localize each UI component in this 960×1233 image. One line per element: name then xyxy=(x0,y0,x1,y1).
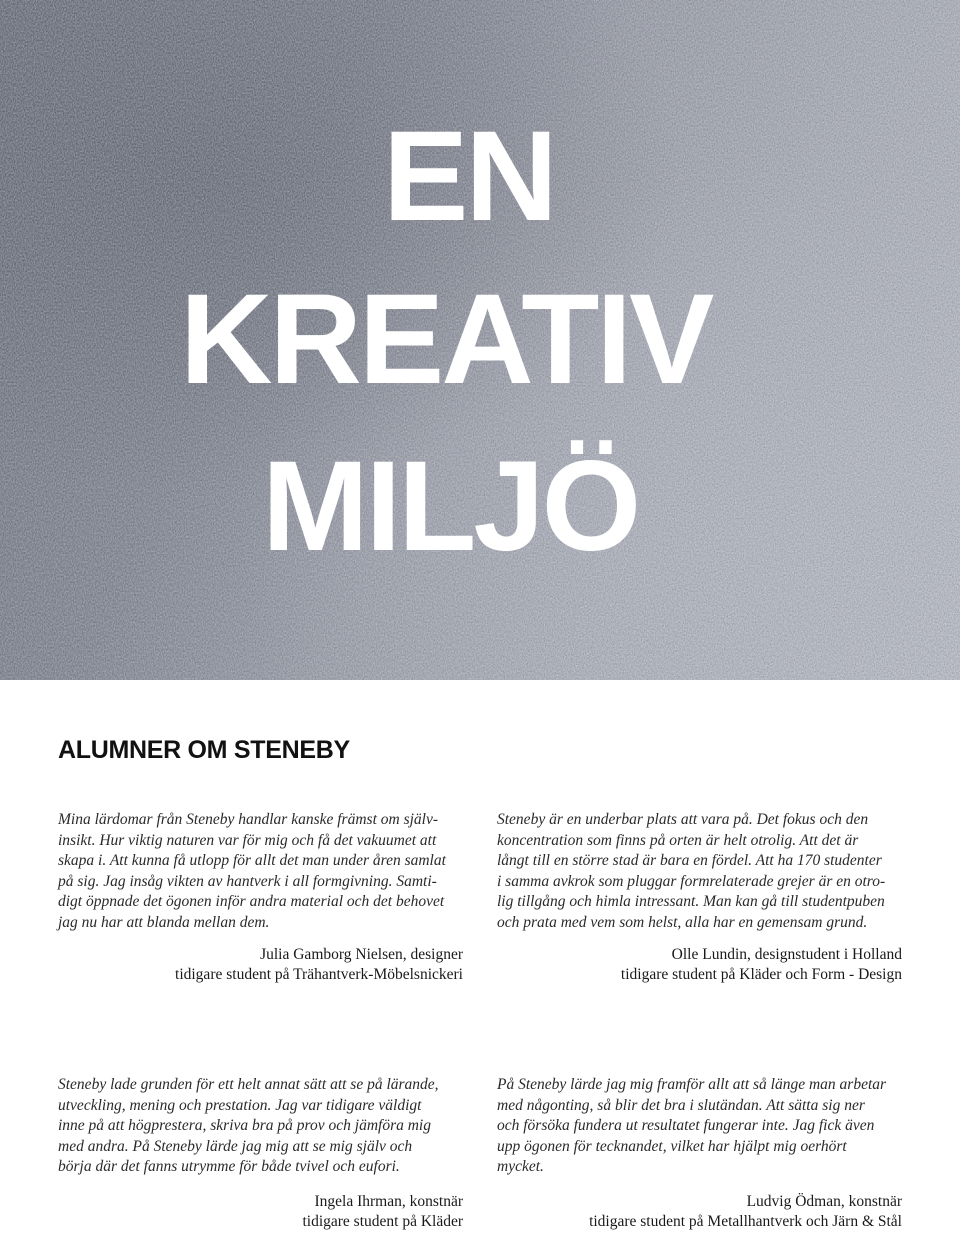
quote-line: med någonting, så blir det bra i slutändan. Att sätta sig ner xyxy=(497,1096,865,1114)
quote-line: upp ögonen för tecknandet, vilket har hjälpt mig oerhört xyxy=(497,1137,847,1155)
author-program: tidigare student på Kläder och Form - Design xyxy=(620,966,902,983)
quote-line: lig tillgång och himla intressant. Man kan gå till studentpuben xyxy=(497,893,885,910)
testimonial-quote xyxy=(497,1075,902,1178)
quote-line: och prata med vem som helst, alla har en gemensam grund. xyxy=(497,913,868,931)
author-name: Julia Gamborg Nielsen, designer xyxy=(260,946,463,963)
testimonial-attribution xyxy=(621,945,902,985)
quote-line: långt till en större stad är bara en fördel. Att ha 170 studenter xyxy=(497,852,882,869)
quote-line: jag nu har att blanda mellan dem. xyxy=(58,913,270,931)
quote-line: skapa i. Att kunna få utlopp för allt det man under åren samlat xyxy=(58,852,446,869)
quote-line: insikt. Hur viktig naturen var för mig och få det vakuumet att xyxy=(58,831,437,849)
quote-line: koncentration som finns på orten är helt otrolig. Att det är xyxy=(497,831,859,849)
quote-line: och försöka fundera ut resultatet fungerar inte. Jag fick även xyxy=(497,1117,875,1134)
author-name: Ludvig Ödman, konstnär xyxy=(746,1193,902,1210)
testimonial-attribution xyxy=(302,1192,463,1232)
hero-title-line-3: MILJÖ xyxy=(262,435,639,578)
quote-line: utveckling, mening och prestation. Jag var tidigare väldigt xyxy=(58,1096,422,1114)
hero-title-line-1: EN xyxy=(383,105,555,248)
testimonial-quote xyxy=(58,1075,476,1178)
quote-line: inne på att högprestera, skriva bra på prov och jämföra mig xyxy=(58,1117,431,1134)
author-program: tidigare student på Trähantverk-Möbelsnickeri xyxy=(175,966,463,983)
quote-line: med andra. På Steneby lärde jag mig att se mig själv och xyxy=(58,1137,413,1155)
quote-line: i samma avkrok som pluggar formrelaterade grejer är en otro- xyxy=(497,872,886,890)
quote-line: Steneby lade grunden för ett helt annat sätt att se på lärande, xyxy=(58,1076,439,1093)
quote-line: Steneby är en underbar plats att vara på. Det fokus och den xyxy=(497,811,869,828)
author-name: Ingela Ihrman, konstnär xyxy=(314,1193,463,1210)
quote-line: på sig. Jag insåg vikten av hantverk i all formgivning. Samti- xyxy=(58,872,437,890)
quote-line: Mina lärdomar från Steneby handlar kanske främst om själv- xyxy=(58,811,438,828)
author-program: tidigare student på Metallhantverk och Järn & Stål xyxy=(589,1213,902,1230)
quote-line: På Steneby lärde jag mig framför allt att så länge man arbetar xyxy=(497,1076,887,1093)
author-name: Olle Lundin, designstudent i Holland xyxy=(671,946,902,963)
hero-title-line-2: KREATIV xyxy=(180,268,712,411)
testimonial-attribution xyxy=(589,1192,902,1232)
author-program: tidigare student på Kläder xyxy=(302,1213,463,1230)
quote-line: mycket. xyxy=(497,1158,544,1175)
testimonial-quote xyxy=(58,810,476,933)
testimonial-attribution xyxy=(175,945,463,985)
quote-line: digt öppnade det ögonen inför andra material och det behovet xyxy=(58,893,445,910)
section-heading: ALUMNER OM STENEBY xyxy=(58,736,350,764)
testimonial-quote xyxy=(497,810,902,933)
quote-line: börja där det fanns utrymme för både tvivel och eufori. xyxy=(58,1158,400,1175)
